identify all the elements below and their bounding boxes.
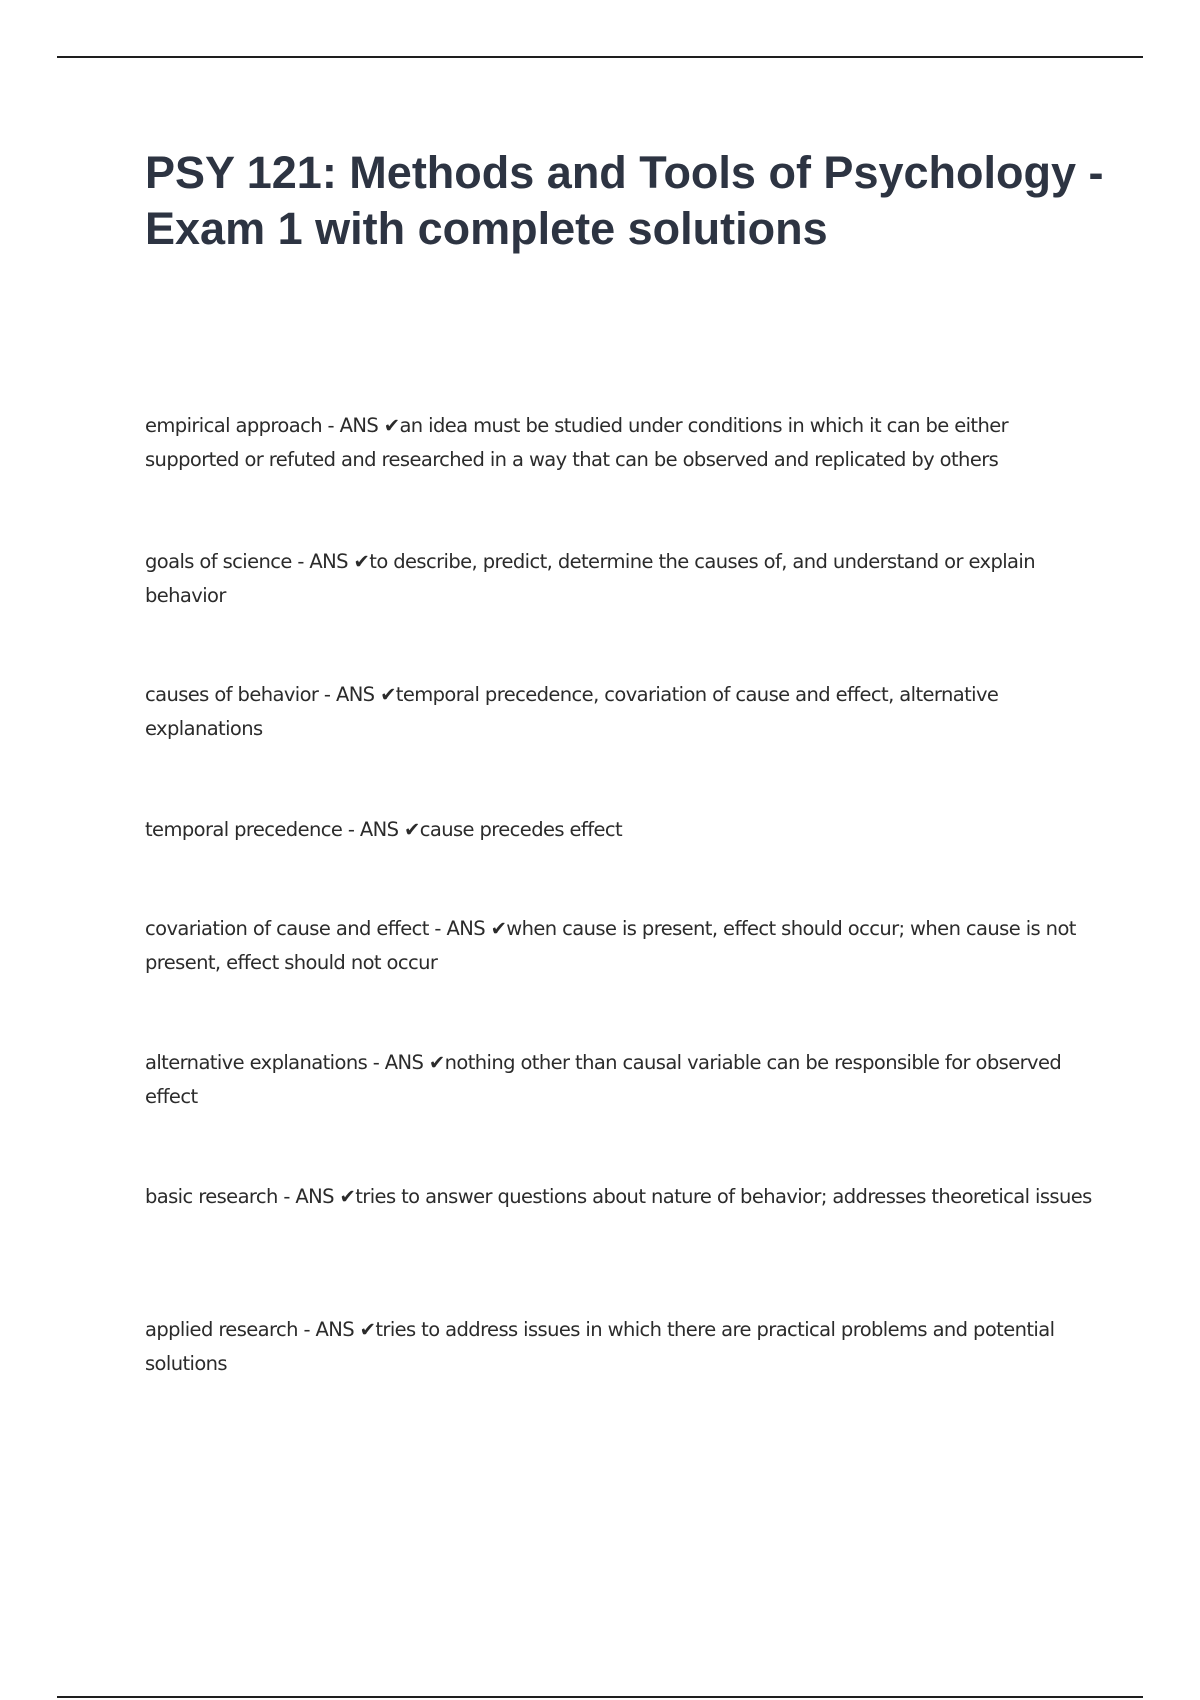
bottom-divider [57,1696,1143,1698]
qa-item-basic-research: basic research - ANS ✔tries to answer questions about nature of behavior; addresses theoretical issues [145,1185,1092,1208]
qa-item-applied-research: applied research - ANS ✔tries to address issues in which there are practical problems and potential solutions [145,1318,1055,1375]
qa-item-temporal-precedence: temporal precedence - ANS ✔cause precedes effect [145,818,623,841]
qa-item-covariation: covariation of cause and effect - ANS ✔when cause is present, effect should occur; when cause is not present, effect should not occur [145,917,1076,974]
qa-item-causes-of-behavior: causes of behavior - ANS ✔temporal precedence, covariation of cause and effect, alternative explanations [145,683,999,740]
document-title: PSY 121: Methods and Tools of Psychology - Exam 1 with complete solutions [145,147,1104,254]
top-divider [57,56,1143,58]
qa-item-goals-of-science: goals of science - ANS ✔to describe, predict, determine the causes of, and understand or explain behavior [145,550,1035,607]
qa-item-alternative-explanations: alternative explanations - ANS ✔nothing other than causal variable can be responsible for observed effect [145,1051,1062,1108]
qa-item-empirical-approach: empirical approach - ANS ✔an idea must be studied under conditions in which it can be either supported or refuted and researched in a way that can be observed and replicated by others [145,414,1009,471]
